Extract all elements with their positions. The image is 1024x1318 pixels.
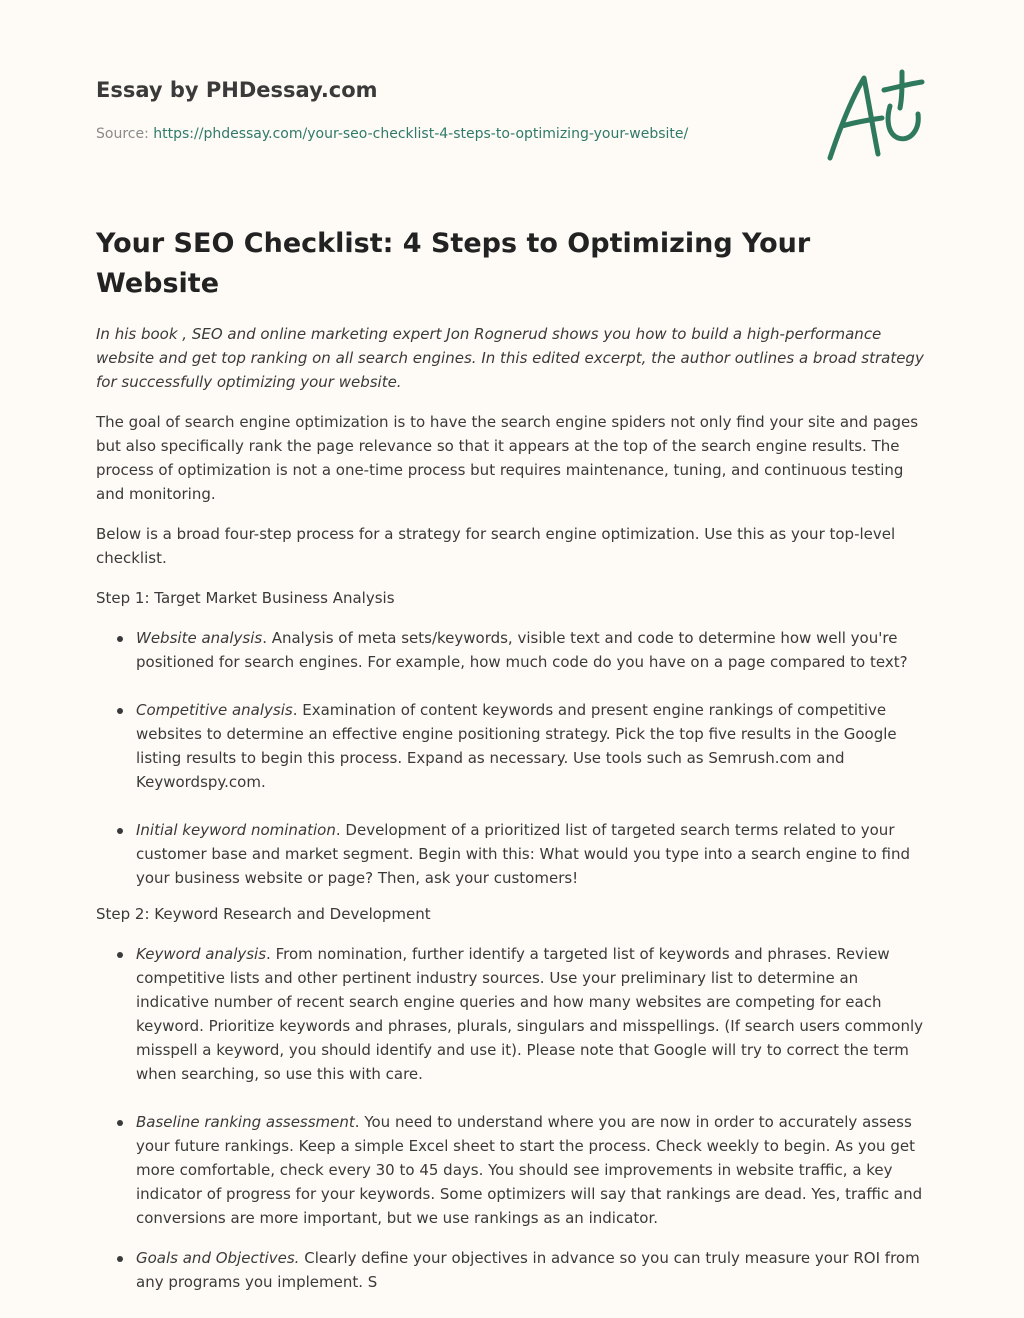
list-item-term: Goals and Objectives. [136, 1249, 300, 1267]
article-paragraph-1: The goal of search engine optimization is to have the search engine spiders not only find your site and pages but also specifically rank the page relevance so that it appears at the top of the search engine results. The process of optimization is not a one-time process but requires maintenance, tuning, and continuous testing and monitoring. [96, 413, 919, 503]
list-item [136, 626, 932, 674]
list-item [136, 818, 932, 890]
list-item [136, 942, 932, 1086]
step-2-heading: Step 2: Keyword Research and Development [96, 905, 431, 923]
list-item-text: . From nomination, further identify a targeted list of keywords and phrases. Review competitive lists and other pertinent industry sources. Use your preliminary list to determine an indicative number of recent search engine queries and how many websites are competing for each keyword. Prioritize keywords and phrases, plurals, singulars and misspellings. (If search users commonly misspell a keyword, you should identify and use it). Please note that Google will try to correct the term when searching, so use this with care. [136, 945, 924, 1083]
document-header [96, 76, 796, 144]
source-line [96, 124, 796, 144]
list-item-term: Website analysis [136, 629, 263, 647]
list-item-term: Competitive analysis [136, 701, 293, 719]
list-item [136, 1246, 932, 1294]
article-title: Your SEO Checklist: 4 Steps to Optimizing Your Website [96, 228, 811, 299]
list-item-term: Keyword analysis [136, 945, 267, 963]
step-2-list [96, 942, 932, 1294]
article-lead: In his book , SEO and online marketing expert Jon Rognerud shows you how to build a high-performance website and get top ranking on all search engines. In this edited excerpt, the author outlines a broad strategy for successfully optimizing your website. [96, 325, 924, 391]
source-link[interactable]: https://phdessay.com/your-seo-checklist-4-steps-to-optimizing-your-website/ [153, 126, 689, 142]
list-item-term: Initial keyword nomination [136, 821, 336, 839]
list-item-text: . Analysis of meta sets/keywords, visible text and code to determine how well you're positioned for search engines. For example, how much code do you have on a page compared to text? [136, 629, 908, 671]
list-item [136, 698, 932, 794]
article-paragraph-2: Below is a broad four-step process for a strategy for search engine optimization. Use this as your top-level checklist. [96, 525, 896, 567]
list-item-term: Baseline ranking assessment [136, 1113, 355, 1131]
list-item [136, 1110, 932, 1230]
list-item-text: . Development of a prioritized list of targeted search terms related to your customer base and market segment. Begin with this: What would you type into a search engine to find your business website or page? Then, ask your customers! [136, 821, 910, 887]
a-plus-logo-icon [822, 68, 930, 168]
list-item-text: Clearly define your objectives in advance so you can truly measure your ROI from any programs you implement. S [136, 1249, 920, 1291]
article [96, 224, 932, 1318]
step-1-heading: Step 1: Target Market Business Analysis [96, 589, 395, 607]
step-1-list [96, 626, 932, 890]
list-item-text: . You need to understand where you are now in order to accurately assess your future rankings. Keep a simple Excel sheet to start the process. Check weekly to begin. As you get more comfortable, check every 30 to 45 days. You should see improvements in website traffic, a key indicator of progress for your keywords. Some optimizers will say that rankings are dead. Yes, traffic and conversions are more important, but we use rankings as an indicator. [136, 1113, 923, 1227]
source-label: Source: [96, 126, 154, 142]
list-item-text: . Examination of content keywords and present engine rankings of competitive websites to determine an effective engine positioning strategy. Pick the top five results in the Google listing results to begin this process. Expand as necessary. Use tools such as Semrush.com and Keywordspy.com. [136, 701, 897, 791]
brand-title: Essay by PHDessay.com [96, 78, 378, 102]
